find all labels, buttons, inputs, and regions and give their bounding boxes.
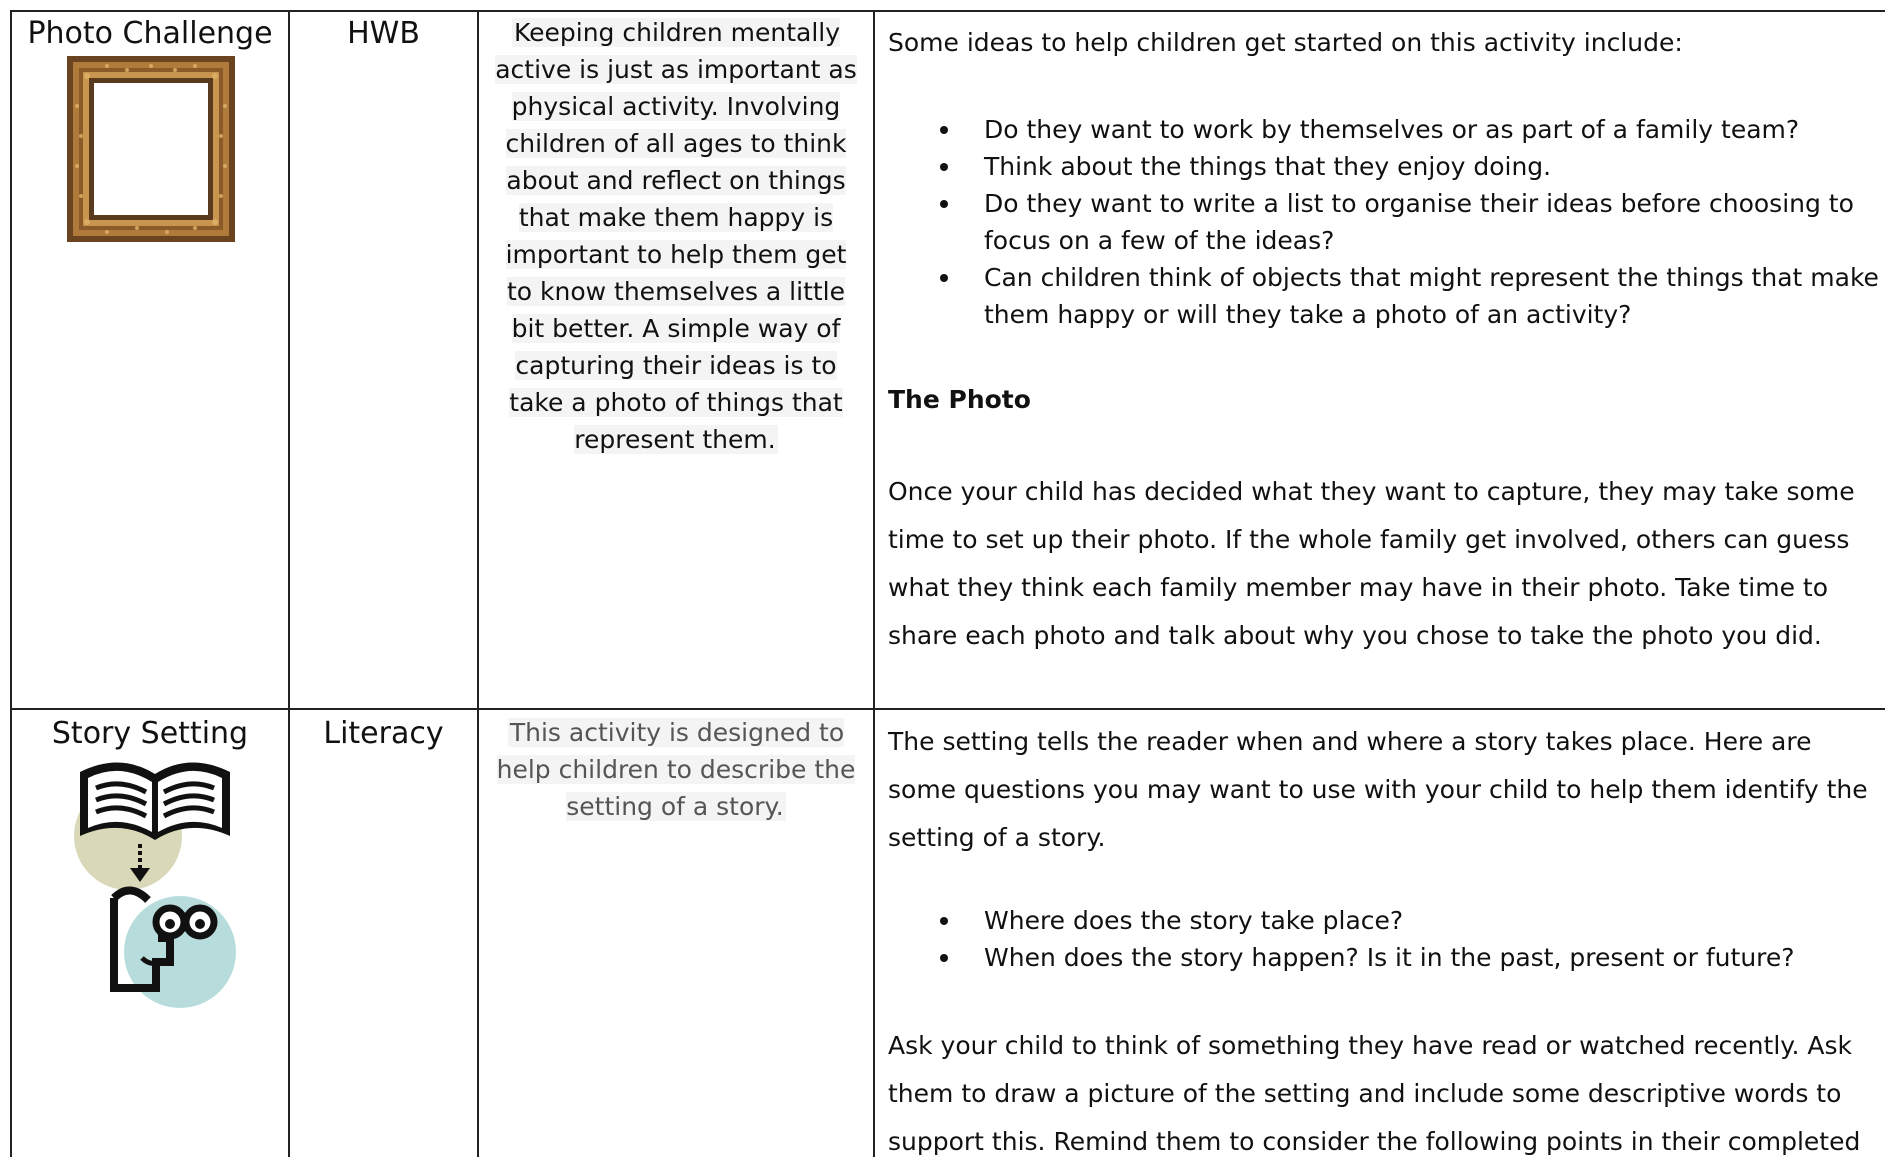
list-item: When does the story happen? Is it in the past, present or future? (984, 939, 1883, 976)
row-1-description-cell (490, 14, 862, 458)
col-border-1 (288, 10, 290, 1157)
row-1-detail-list (888, 111, 1883, 333)
row-2-detail-cell (888, 718, 1883, 1166)
row-2-description: This activity is designed to help children to describe the setting of a story. (496, 718, 856, 821)
picture-frame-icon (67, 56, 235, 242)
row-1-detail-paragraph: Once your child has decided what they want to capture, they may take some time to set up their photo. If the whole family get involved, others can guess what they think each family member may have in their photo. Take time to share each photo and talk about why you chose to take the photo you did. (888, 477, 1855, 650)
row-2-title-cell (12, 716, 288, 752)
row-2-subject: Literacy (323, 716, 444, 751)
col-border-left (10, 10, 12, 1157)
row-1-detail-intro: Some ideas to help children get started on this activity include: (888, 28, 1683, 57)
row-2-title: Story Setting (51, 716, 249, 751)
row-2-subject-cell (290, 716, 477, 752)
row-2-detail-intro: The setting tells the reader when and where a story takes place. Here are some questions you may want to use with your child to help them identify the setting of a story. (888, 727, 1868, 852)
row-1-title-cell (12, 16, 288, 52)
row-1-description: Keeping children mentally active is just as important as physical activity. Involving children of all ages to think about and reflect on things that make them happy is important to help them get to know themselves a little bit better. A simple way of capturing their ideas is to take a photo of things that represent them. (495, 18, 857, 454)
list-item: Think about the things that they enjoy doing. (984, 148, 1883, 185)
table-top-border (10, 10, 1885, 12)
list-item: Do they want to write a list to organise their ideas before choosing to focus on a few of the ideas? (984, 185, 1883, 259)
list-item: Can children think of objects that might represent the things that make them happy or will they take a photo of an activity? (984, 259, 1883, 333)
col-border-3 (873, 10, 875, 1157)
row-1-subject-cell (290, 16, 477, 52)
row-1-detail-cell (888, 24, 1883, 660)
row-2-detail-list (888, 902, 1883, 976)
row-2-detail-paragraph: Ask your child to think of something they have read or watched recently. Ask them to draw a picture of the setting and include some descriptive words to support this. Remind them to consider the following points in their completed (888, 1031, 1861, 1156)
list-item: Do they want to work by themselves or as part of a family team? (984, 111, 1883, 148)
row-2-description-cell (490, 714, 862, 825)
list-item: Where does the story take place? (984, 902, 1883, 939)
col-border-2 (477, 10, 479, 1157)
book-reader-icon (70, 752, 240, 1012)
row-divider (10, 708, 1885, 710)
row-1-subject: HWB (347, 16, 420, 51)
row-1-detail-heading: The Photo (888, 385, 1031, 414)
row-1-title: Photo Challenge (27, 16, 273, 51)
